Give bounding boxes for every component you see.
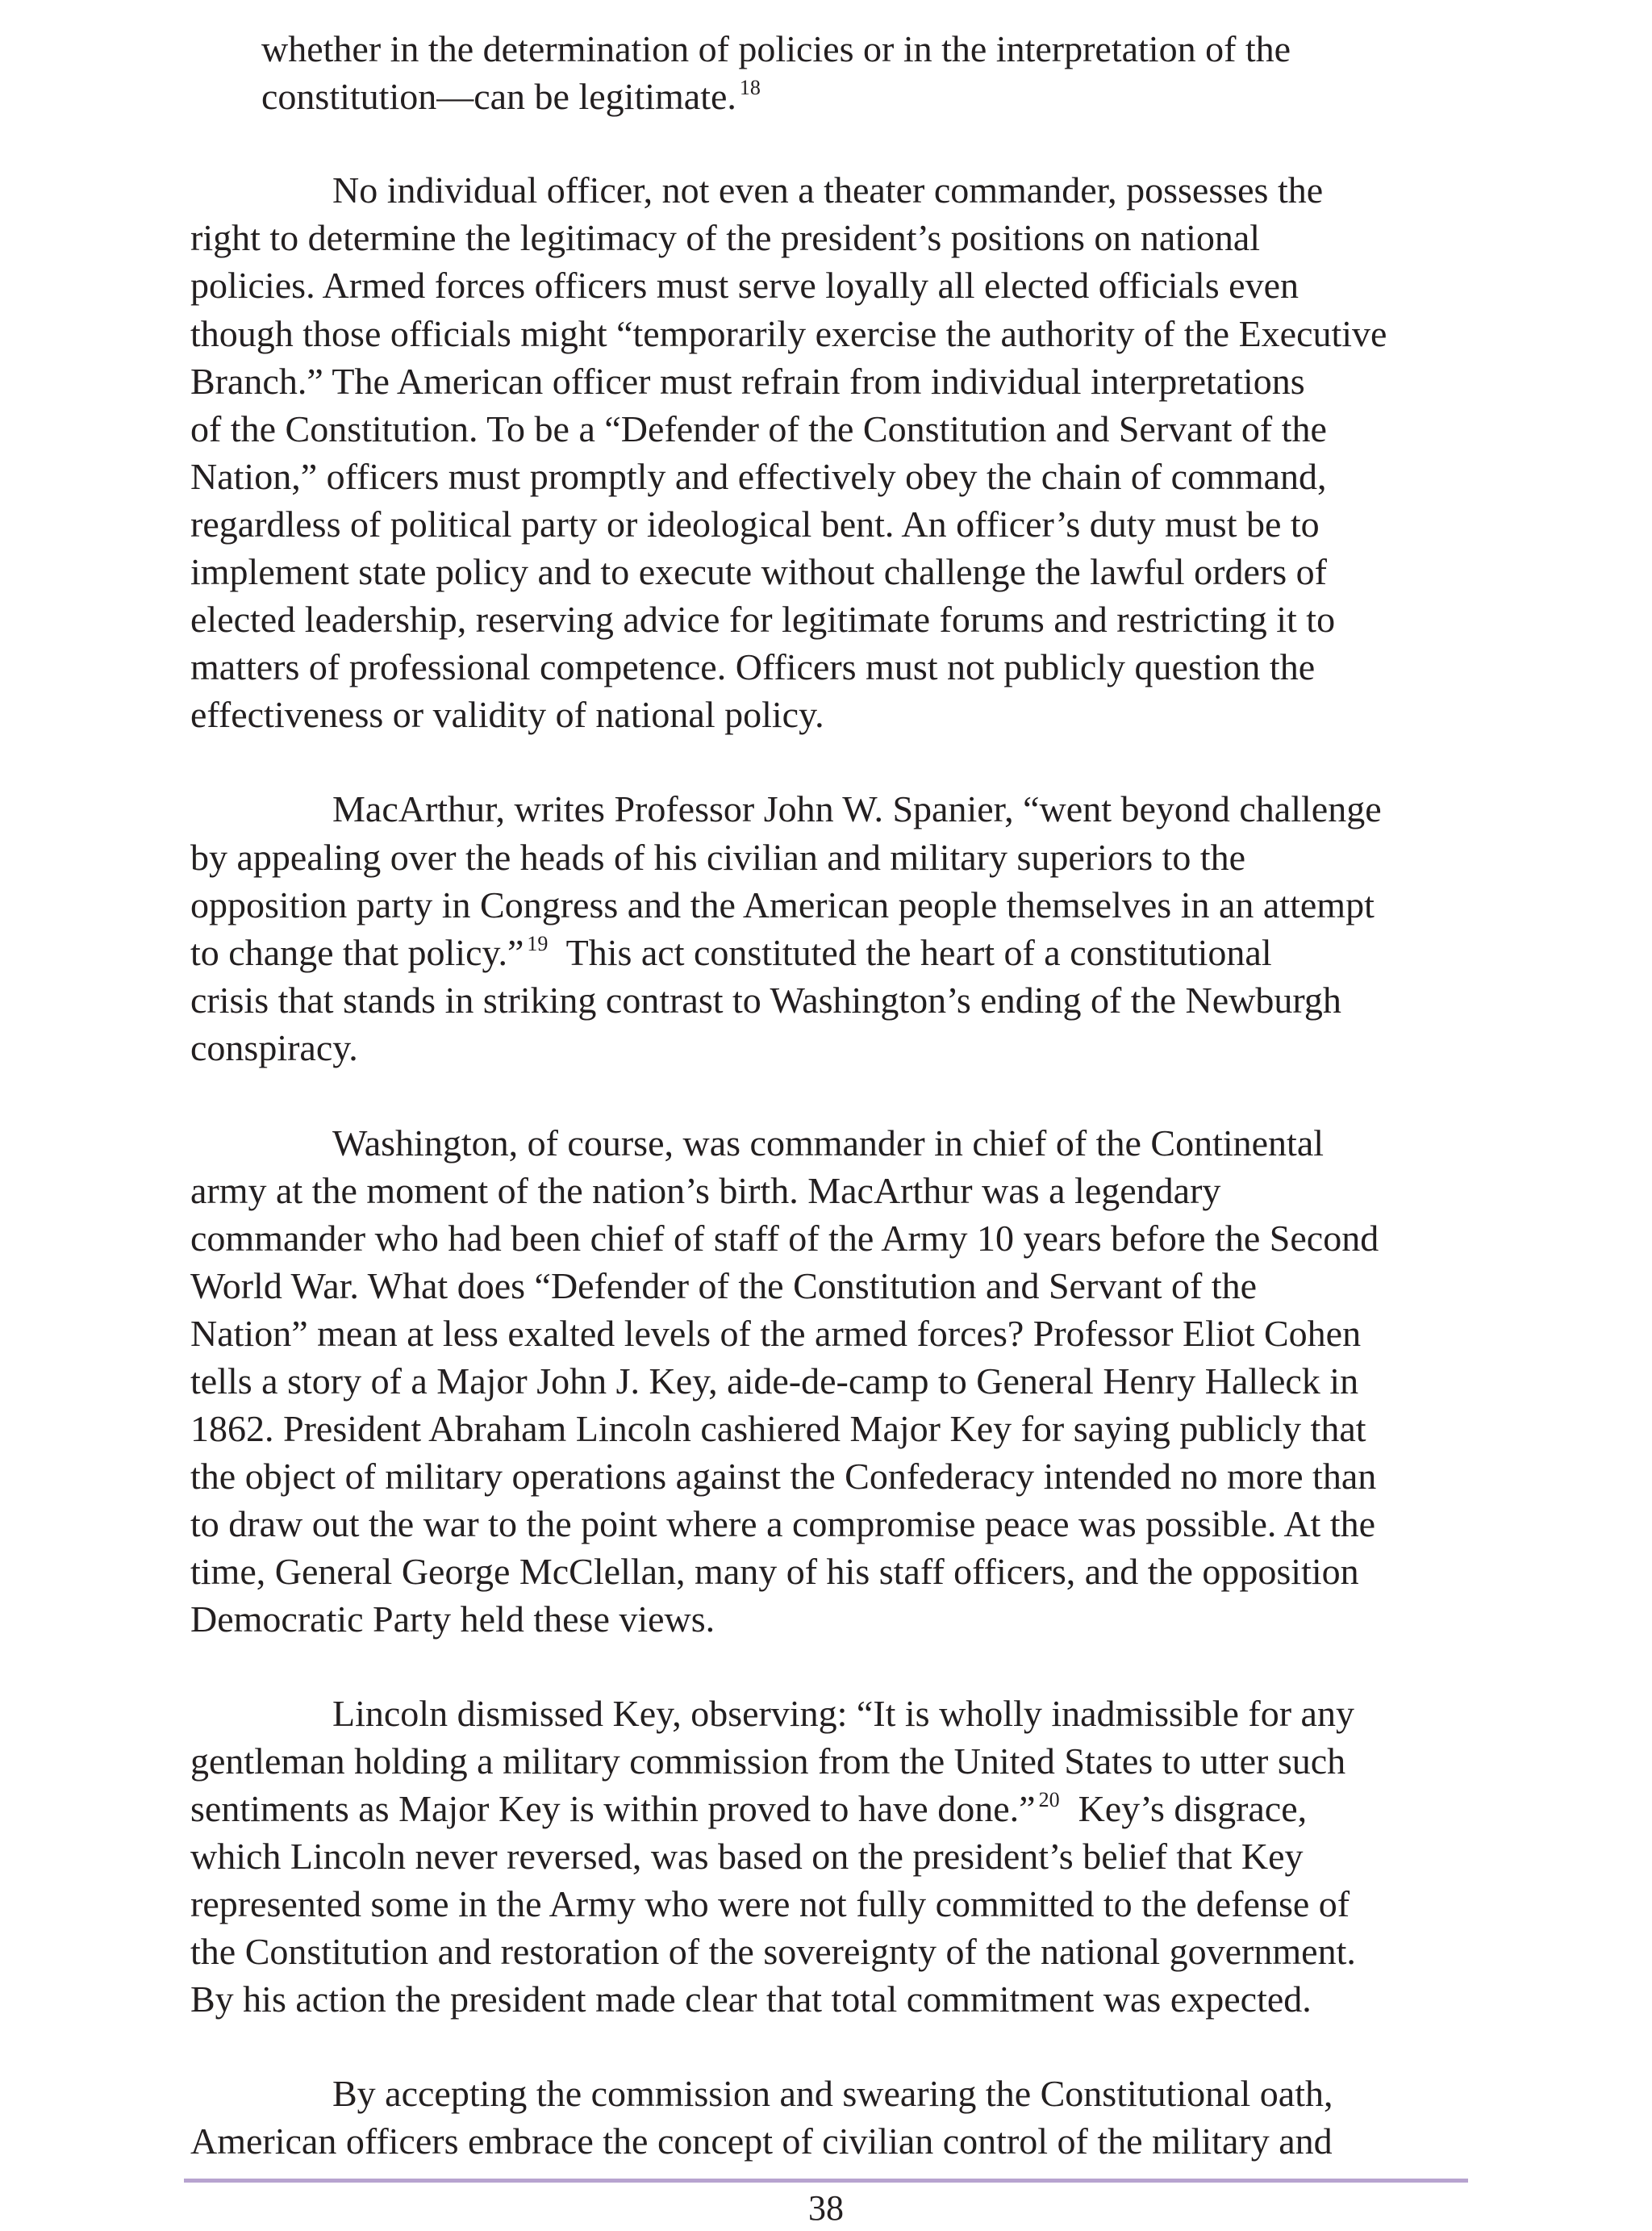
paragraph-line: Democratic Party held these views.: [190, 1598, 715, 1640]
paragraph-line: By his action the president made clear that total commitment was expected.: [190, 1978, 1312, 2020]
paragraph-line: of the Constitution. To be a “Defender of the Constitution and Servant of the: [190, 408, 1327, 449]
paragraph-line: MacArthur, writes Professor John W. Spanier, “went beyond challenge: [332, 788, 1382, 829]
page-number: 38: [808, 2188, 844, 2228]
paragraph-line: represented some in the Army who were not fully committed to the defense of: [190, 1883, 1350, 1924]
paragraph-line: elected leadership, reserving advice for legitimate forums and restricting it to: [190, 599, 1336, 640]
paragraph-line: regardless of political party or ideological bent. An officer’s duty must be to: [190, 503, 1320, 545]
paragraph-line: to draw out the war to the point where a compromise peace was possible. At the: [190, 1503, 1376, 1544]
paragraph-line: effectiveness or validity of national policy.: [190, 694, 824, 735]
paragraph-line: right to determine the legitimacy of the president’s positions on national: [190, 217, 1261, 258]
paragraph-line: crisis that stands in striking contrast to Washington’s ending of the Newburgh: [190, 980, 1341, 1021]
paragraph-line: policies. Armed forces officers must serve loyally all elected officials even: [190, 265, 1299, 306]
paragraph-text: to change that policy.”: [190, 932, 524, 973]
paragraph-line: implement state policy and to execute without challenge the lawful orders of: [190, 551, 1327, 592]
paragraph-line: American officers embrace the concept of civilian control of the military and: [190, 2120, 1333, 2162]
paragraph-text: sentiments as Major Key is within proved to have done.”: [190, 1788, 1036, 1829]
paragraph-line: Washington, of course, was commander in chief of the Continental: [332, 1122, 1325, 1164]
paragraph-line: Nation,” officers must promptly and effectively obey the chain of command,: [190, 456, 1327, 497]
paragraph-line: [190, 930, 1272, 982]
paragraph-line: 1862. President Abraham Lincoln cashiered Major Key for saying publicly that: [190, 1408, 1366, 1449]
paragraph-line: Nation” mean at less exalted levels of the armed forces? Professor Eliot Cohen: [190, 1313, 1362, 1354]
paragraph-line: army at the moment of the nation’s birth. MacArthur was a legendary: [190, 1170, 1221, 1211]
paragraph-line: commander who had been chief of staff of the Army 10 years before the Second: [190, 1218, 1379, 1259]
paragraph-line: No individual officer, not even a theater commander, possesses the: [332, 169, 1324, 211]
paragraph-line: by appealing over the heads of his civilian and military superiors to the: [190, 837, 1246, 878]
paragraph-line: gentleman holding a military commission from the United States to utter such: [190, 1740, 1346, 1782]
footnote-marker[interactable]: 18: [739, 76, 761, 99]
paragraph-line: matters of professional competence. Officers must not publicly question the: [190, 646, 1316, 687]
paragraph-line: time, General George McClellan, many of his staff officers, and the opposition: [190, 1551, 1359, 1592]
paragraph-line: the object of military operations against the Confederacy intended no more than: [190, 1456, 1377, 1497]
quote-line: [261, 73, 761, 126]
paragraph-text: This act constituted the heart of a constitutional: [548, 932, 1272, 973]
paragraph-line: tells a story of a Major John J. Key, aide-de-camp to General Henry Halleck in: [190, 1360, 1359, 1402]
paragraph-line: conspiracy.: [190, 1027, 358, 1068]
quote-text: constitution—can be legitimate.: [261, 76, 736, 117]
paragraph-line: opposition party in Congress and the American people themselves in an attempt: [190, 884, 1375, 925]
paragraph-line: which Lincoln never reversed, was based on the president’s belief that Key: [190, 1836, 1304, 1877]
paragraph-line: Lincoln dismissed Key, observing: “It is wholly inadmissible for any: [332, 1693, 1354, 1734]
footnote-marker[interactable]: 19: [527, 932, 549, 955]
paragraph-text: Key’s disgrace,: [1059, 1788, 1308, 1829]
footer-divider: [184, 2179, 1468, 2183]
paragraph-line: the Constitution and restoration of the sovereignty of the national government.: [190, 1931, 1356, 1972]
paragraph-line: Branch.” The American officer must refrain from individual interpretations: [190, 361, 1305, 402]
footnote-marker[interactable]: 20: [1038, 1788, 1060, 1811]
paragraph-line: World War. What does “Defender of the Constitution and Servant of the: [190, 1265, 1258, 1306]
paragraph-line: [190, 1786, 1307, 1838]
quote-line: whether in the determination of policies or in the interpretation of the: [261, 28, 1291, 69]
paragraph-line: By accepting the commission and swearing the Constitutional oath,: [332, 2073, 1333, 2114]
paragraph-line: though those officials might “temporarily exercise the authority of the Executive: [190, 313, 1387, 354]
